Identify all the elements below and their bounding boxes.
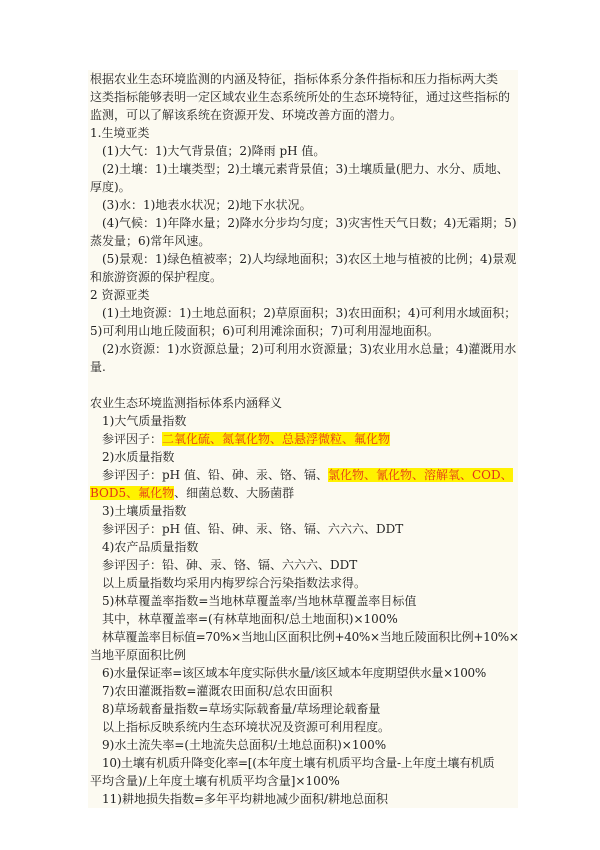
highlighted-factors: 二氧化硫、氮氧化物、总悬浮微粒、氟化物 — [162, 432, 391, 446]
interpretation-title: 农业生态环境监测指标体系内涵释义 — [90, 396, 283, 410]
method-note: 以上质量指数均采用内梅罗综合污染指数法求得。 — [102, 576, 367, 590]
section2-title: 2 资源亚类 — [90, 288, 150, 302]
land-resource-item: (1)土地资源：1)土地总面积；2)草原面积；3)农田面积；4)可利用水域面积； — [102, 306, 517, 320]
atmosphere-item: (1)大气：1)大气背景值；2)降雨 pH 值。 — [102, 144, 326, 158]
spacer — [90, 376, 516, 394]
water-resource-item: (2)水资源：1)水资源总量；2)可利用水资源量；3)农业用水总量；4)灌溉用水 — [102, 342, 517, 356]
intro-line: 这类指标能够表明一定区域农业生态系统所处的生态环境特征，通过这些指标的 — [90, 90, 511, 104]
water-item: (3)水：1)地表水状况；2)地下水状况。 — [102, 198, 312, 212]
soil-quality-factors: 参评因子：pH 值、铅、砷、汞、铬、镉、六六六、DDT — [102, 522, 404, 536]
water-guarantee-rate: 6)水量保证率=该区域本年度实际供水量/该区域本年度期望供水量×100% — [102, 666, 486, 680]
factor-suffix: 、细菌总数、大肠菌群 — [174, 486, 295, 500]
forest-coverage-index: 5)林草覆盖率指数=当地林草覆盖率/当地林草覆盖率目标值 — [102, 594, 417, 608]
climate-item: (4)气候：1)年降水量；2)降水分步均匀度；3)灾害性天气日数；4)无霜期；5) — [102, 216, 517, 230]
factor-prefix: 参评因子： — [102, 432, 163, 446]
water-resource-item-cont: 量. — [90, 360, 106, 374]
section1-title: 1.生境亚类 — [90, 126, 150, 140]
landscape-item: (5)景观：1)绿色植被率；2)人均绿地面积；3)农区土地与植被的比例；4)景观 — [102, 252, 517, 266]
landscape-item-cont: 和旅游资源的保护程度。 — [90, 270, 223, 284]
intro-line: 监测，可以了解该系统在资源开发、环境改善方面的潜力。 — [90, 108, 403, 122]
document-body — [88, 70, 518, 808]
agri-product-factors: 参评因子：铅、砷、汞、铬、镉、六六六、DDT — [102, 558, 358, 572]
forest-coverage-definition: 其中，林草覆盖率=(有林草地面积/总土地面积)×100% — [102, 612, 398, 626]
forest-target-formula-cont: 当地平原面积比例 — [90, 648, 187, 662]
water-quality-factors-cont — [90, 484, 516, 502]
grassland-index: 8)草场载畜量指数=草场实际载畜量/草场理论载畜量 — [102, 702, 381, 716]
reflect-note: 以上指标反映系统内生态环境状况及资源可利用程度。 — [102, 720, 391, 734]
soil-item: (2)土壤：1)土壤类型；2)土壤元素背景值；3)土壤质量(肥力、水分、质地、 — [102, 162, 509, 176]
agri-product-title: 4)农产品质量指数 — [102, 540, 199, 554]
highlighted-factors: 氯化物、氰化物、溶解氧、COD、 — [327, 468, 513, 482]
water-quality-factors — [90, 466, 516, 484]
factor-prefix: 参评因子：pH 值、铅、砷、汞、铬、镉、 — [102, 468, 328, 482]
highlighted-factors: BOD5、氟化物 — [90, 486, 175, 500]
forest-target-formula: 林草覆盖率目标值=70%×当地山区面积比例+40%×当地丘陵面积比例+10%× — [102, 630, 519, 644]
intro-line: 根据农业生态环境监测的内涵及特征，指标体系分条件指标和压力指标两大类 — [90, 72, 499, 86]
air-quality-factors — [90, 430, 516, 448]
soil-item-cont: 厚度)。 — [90, 180, 131, 194]
air-quality-title: 1)大气质量指数 — [102, 414, 187, 428]
organic-matter-rate-cont: 平均含量)/上年度土壤有机质平均含量]×100% — [90, 774, 340, 788]
climate-item-cont: 蒸发量；6)常年风速。 — [90, 234, 211, 248]
land-resource-item-cont: 5)可利用山地丘陵面积；6)可利用滩涂面积；7)可利用湿地面积。 — [90, 324, 439, 338]
farmland-loss-index: 11)耕地损失指数=多年平均耕地减少面积/耕地总面积 — [102, 792, 389, 806]
erosion-rate: 9)水土流失率=(土地流失总面积/土地总面积)×100% — [102, 738, 387, 752]
water-quality-title: 2)水质量指数 — [102, 450, 175, 464]
irrigation-index: 7)农田灌溉指数=灌溉农田面积/总农田面积 — [102, 684, 333, 698]
soil-quality-title: 3)土壤质量指数 — [102, 504, 187, 518]
organic-matter-rate: 10)土壤有机质升降变化率=[(本年度土壤有机质平均含量-上年度土壤有机质 — [102, 756, 495, 770]
